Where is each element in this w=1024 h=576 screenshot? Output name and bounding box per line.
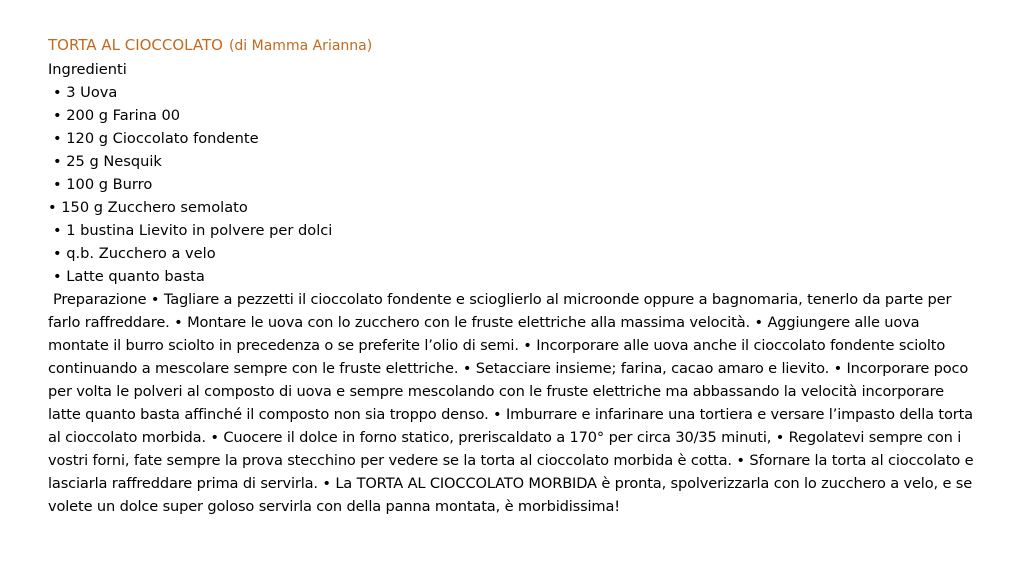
recipe-subtitle: (di Mamma Arianna) xyxy=(228,38,373,54)
preparation-paragraph: Preparazione • Tagliare a pezzetti il cioccolato fondente e scioglierlo al microonde oppure a bagnomaria, tenerlo da parte per farlo raffreddare. • Montare le uova con lo zucchero con le fruste elettriche alla massima velocità. • Aggiungere alle uova montate il burro sciolto in precedenza o se preferite l’olio di semi. • Incorporare alle uova anche il cioccolato fondente sciolto continuando a mescolare sempre con le fruste elettriche. • Setacciare insieme; farina, cacao amaro e lievito. • Incorporare poco per volta le polveri al composto di uova e sempre mescolando con le fruste elettriche ma abbassando la velocità incorporare latte quanto basta affinché il composto non sia troppo denso. • Imburrare e infarinare una tortiera e versare l’impasto della torta al cioccolato morbida. • Cuocere il dolce in forno statico, preriscaldato a 170° per circa 30/35 minuti, • Regolatevi sempre con i vostri forni, fate sempre la prova stecchino per vedere se la torta al cioccolato morbida è cotta. • Sfornare la torta al cioccolato e lasciarla raffreddare prima di servirla. • La TORTA AL CIOCCOLATO MORBIDA è pronta, spolverizzarla con lo zucchero a velo, e se volete un dolce super goloso servirla con della panna montata, è morbidissima! xyxy=(48,291,974,515)
ingredient-item: • 1 bustina Lievito in polvere per dolci xyxy=(53,222,333,239)
ingredient-item: • Latte quanto basta xyxy=(53,268,205,285)
recipe-document xyxy=(48,34,978,518)
ingredients-heading: Ingredienti xyxy=(48,61,127,78)
ingredient-item: • 100 g Burro xyxy=(53,176,153,193)
ingredients-list xyxy=(48,81,978,288)
ingredient-item: • 25 g Nesquik xyxy=(53,153,162,170)
ingredient-item: • 200 g Farina 00 xyxy=(53,107,181,124)
recipe-title: TORTA AL CIOCCOLATO xyxy=(48,36,223,54)
ingredient-item: • 150 g Zucchero semolato xyxy=(48,199,248,216)
recipe-title-line xyxy=(48,34,978,58)
ingredient-item: • 120 g Cioccolato fondente xyxy=(53,130,259,147)
ingredient-item: • q.b. Zucchero a velo xyxy=(53,245,216,262)
ingredient-item: • 3 Uova xyxy=(53,84,118,101)
